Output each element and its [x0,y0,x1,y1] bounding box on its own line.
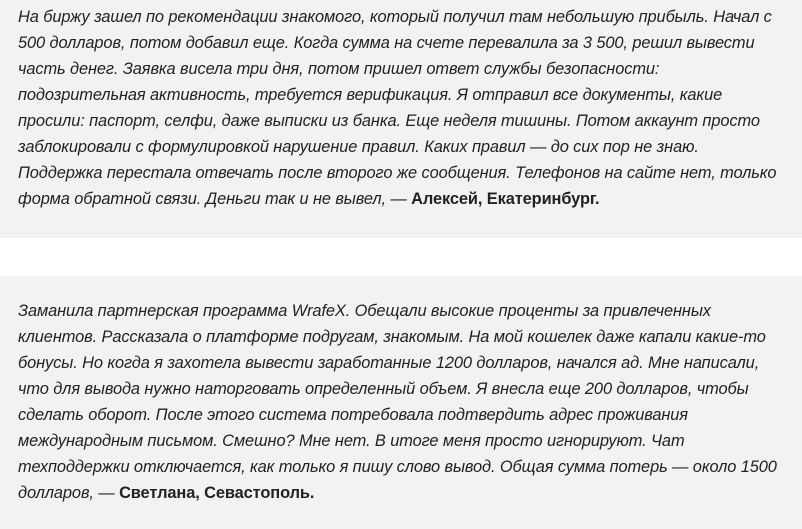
testimonial-author: Светлана, Севастополь. [119,484,315,502]
testimonial-body: На биржу зашел по рекомендации знакомого, который получил там небольшую прибыль. Начал с 500 долларов, потом добавил еще. Когда сумма на счете перевалила за 3 500, решил вывести часть денег. Заявка висела три дня, потом пришел ответ службы безопасности: подозрительная активность, требуется верификация. Я отправил все документы, какие просили: паспорт, селфи, даже выписки из банка. Еще неделя тишины. Потом аккаунт просто заблокировали с формулировкой нарушение правил. Каких правил — до сих пор не знаю. Поддержка перестала отвечать после второго же сообщения. Телефонов на сайте нет, только форма обратной связи. Деньги так и не вывел, — [18,8,777,208]
testimonial-card [0,276,802,529]
testimonial-author: Алексей, Екатеринбург. [411,190,600,208]
testimonial-text [18,4,784,212]
testimonial-body: Заманила партнерская программа WrafeX. Обещали высокие проценты за привлеченных клиентов. Рассказала о платформе подругам, знакомым. На мой кошелек даже капали какие-то бонусы. Но когда я захотела вывести заработанные 1200 долларов, начался ад. Мне написали, что для вывода нужно наторговать определенный объем. Я внесла еще 200 долларов, чтобы сделать оборот. После этого система потребовала подтвердить адрес проживания международным письмом. Смешно? Мне нет. В итоге меня просто игнорируют. Чат техподдержки отключается, как только я пишу слово вывод. Общая сумма потерь — около 1500 долларов, — [18,302,777,502]
testimonial-text [18,298,784,506]
testimonial-card [0,0,802,238]
